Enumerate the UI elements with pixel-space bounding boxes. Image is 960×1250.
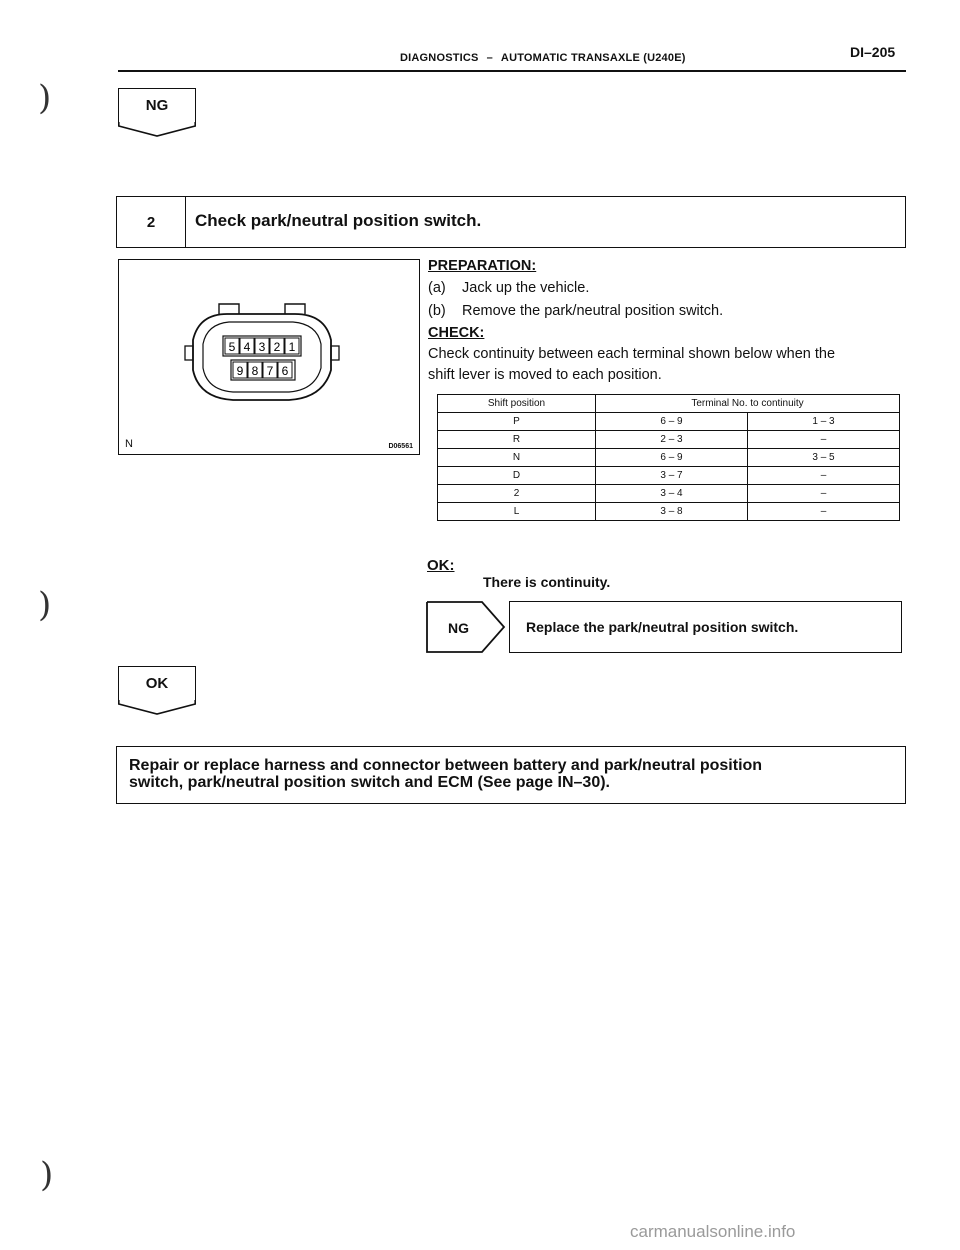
replace-action-box	[509, 601, 902, 653]
connector-diagram	[118, 259, 420, 455]
table-cell: N	[438, 449, 596, 467]
table-cell: 3 – 8	[596, 503, 748, 521]
preparation-item	[428, 303, 723, 319]
diagram-corner-label: N	[125, 438, 133, 450]
table-row	[438, 485, 900, 503]
step-box	[116, 196, 906, 248]
margin-mark: )	[40, 1155, 54, 1195]
table-row	[438, 467, 900, 485]
repair-action-box	[116, 746, 906, 804]
check-text-line: Check continuity between each terminal shown below when the	[428, 346, 836, 362]
table-cell: 1 – 3	[748, 413, 900, 431]
ok-result: There is continuity.	[483, 574, 611, 590]
table-cell: 6 – 9	[596, 413, 748, 431]
table-cell: P	[438, 413, 596, 431]
margin-mark: )	[38, 585, 52, 625]
table-cell: 2	[438, 485, 596, 503]
margin-mark: )	[38, 78, 52, 118]
pin-label: 2	[273, 340, 281, 354]
table-cell: –	[748, 431, 900, 449]
continuity-table	[437, 394, 900, 521]
check-heading: CHECK:	[428, 325, 485, 341]
preparation-heading: PREPARATION:	[428, 258, 537, 274]
repair-text-line: switch, park/neutral position switch and ECM (See page IN–30).	[129, 774, 610, 791]
ng-branch-label: NG	[448, 620, 469, 636]
pin-label: 5	[228, 340, 236, 354]
table-cell: R	[438, 431, 596, 449]
page-number: DI–205	[850, 44, 896, 60]
subsection-title: AUTOMATIC TRANSAXLE (U240E)	[500, 52, 686, 64]
check-text-line: shift lever is moved to each position.	[428, 367, 662, 383]
ng-flow-tab	[118, 88, 196, 122]
tab-chevron	[118, 700, 198, 716]
table-cell: 3 – 4	[596, 485, 748, 503]
table-row	[438, 503, 900, 521]
item-label: (b)	[428, 303, 446, 319]
table-header-cell: Shift position	[438, 395, 596, 413]
table-cell: –	[748, 485, 900, 503]
item-text: Remove the park/neutral position switch.	[462, 303, 724, 319]
preparation-item	[428, 280, 589, 296]
watermark: carmanualsonline.info	[630, 1222, 796, 1241]
table-cell: 3 – 5	[748, 449, 900, 467]
pin-label: 4	[243, 340, 251, 354]
table-header-cell: Terminal No. to continuity	[596, 395, 900, 413]
item-label: (a)	[428, 280, 446, 296]
section-title: DIAGNOSTICS	[400, 52, 479, 64]
ok-heading: OK:	[427, 557, 455, 574]
pin-label: 8	[251, 364, 259, 378]
table-cell: –	[748, 467, 900, 485]
table-cell: D	[438, 467, 596, 485]
pin-label: 9	[236, 364, 244, 378]
repair-text-line: Repair or replace harness and connector between battery and park/neutral position	[129, 757, 763, 774]
table-cell: 3 – 7	[596, 467, 748, 485]
table-header-row	[438, 395, 900, 413]
table-row	[438, 431, 900, 449]
ok-tab-label: OK	[118, 666, 196, 700]
header-rule	[118, 70, 906, 72]
replace-action-text: Replace the park/neutral position switch.	[526, 619, 799, 635]
step-title: Check park/neutral position switch.	[195, 211, 482, 230]
step-number: 2	[117, 197, 186, 247]
tab-chevron	[118, 122, 198, 138]
connector-drawing	[119, 260, 419, 454]
table-cell: 6 – 9	[596, 449, 748, 467]
pin-label: 3	[258, 340, 266, 354]
table-cell: L	[438, 503, 596, 521]
pin-label: 6	[281, 364, 289, 378]
ng-tab-label: NG	[118, 88, 196, 122]
table-cell: 2 – 3	[596, 431, 748, 449]
diagram-code: D06561	[388, 443, 413, 450]
item-text: Jack up the vehicle.	[462, 280, 590, 296]
table-cell: –	[748, 503, 900, 521]
pin-label: 1	[288, 340, 296, 354]
section-header	[400, 52, 686, 64]
table-row	[438, 413, 900, 431]
pin-label: 7	[266, 364, 274, 378]
table-row	[438, 449, 900, 467]
ok-flow-tab	[118, 666, 196, 700]
header-separator: –	[486, 52, 493, 64]
